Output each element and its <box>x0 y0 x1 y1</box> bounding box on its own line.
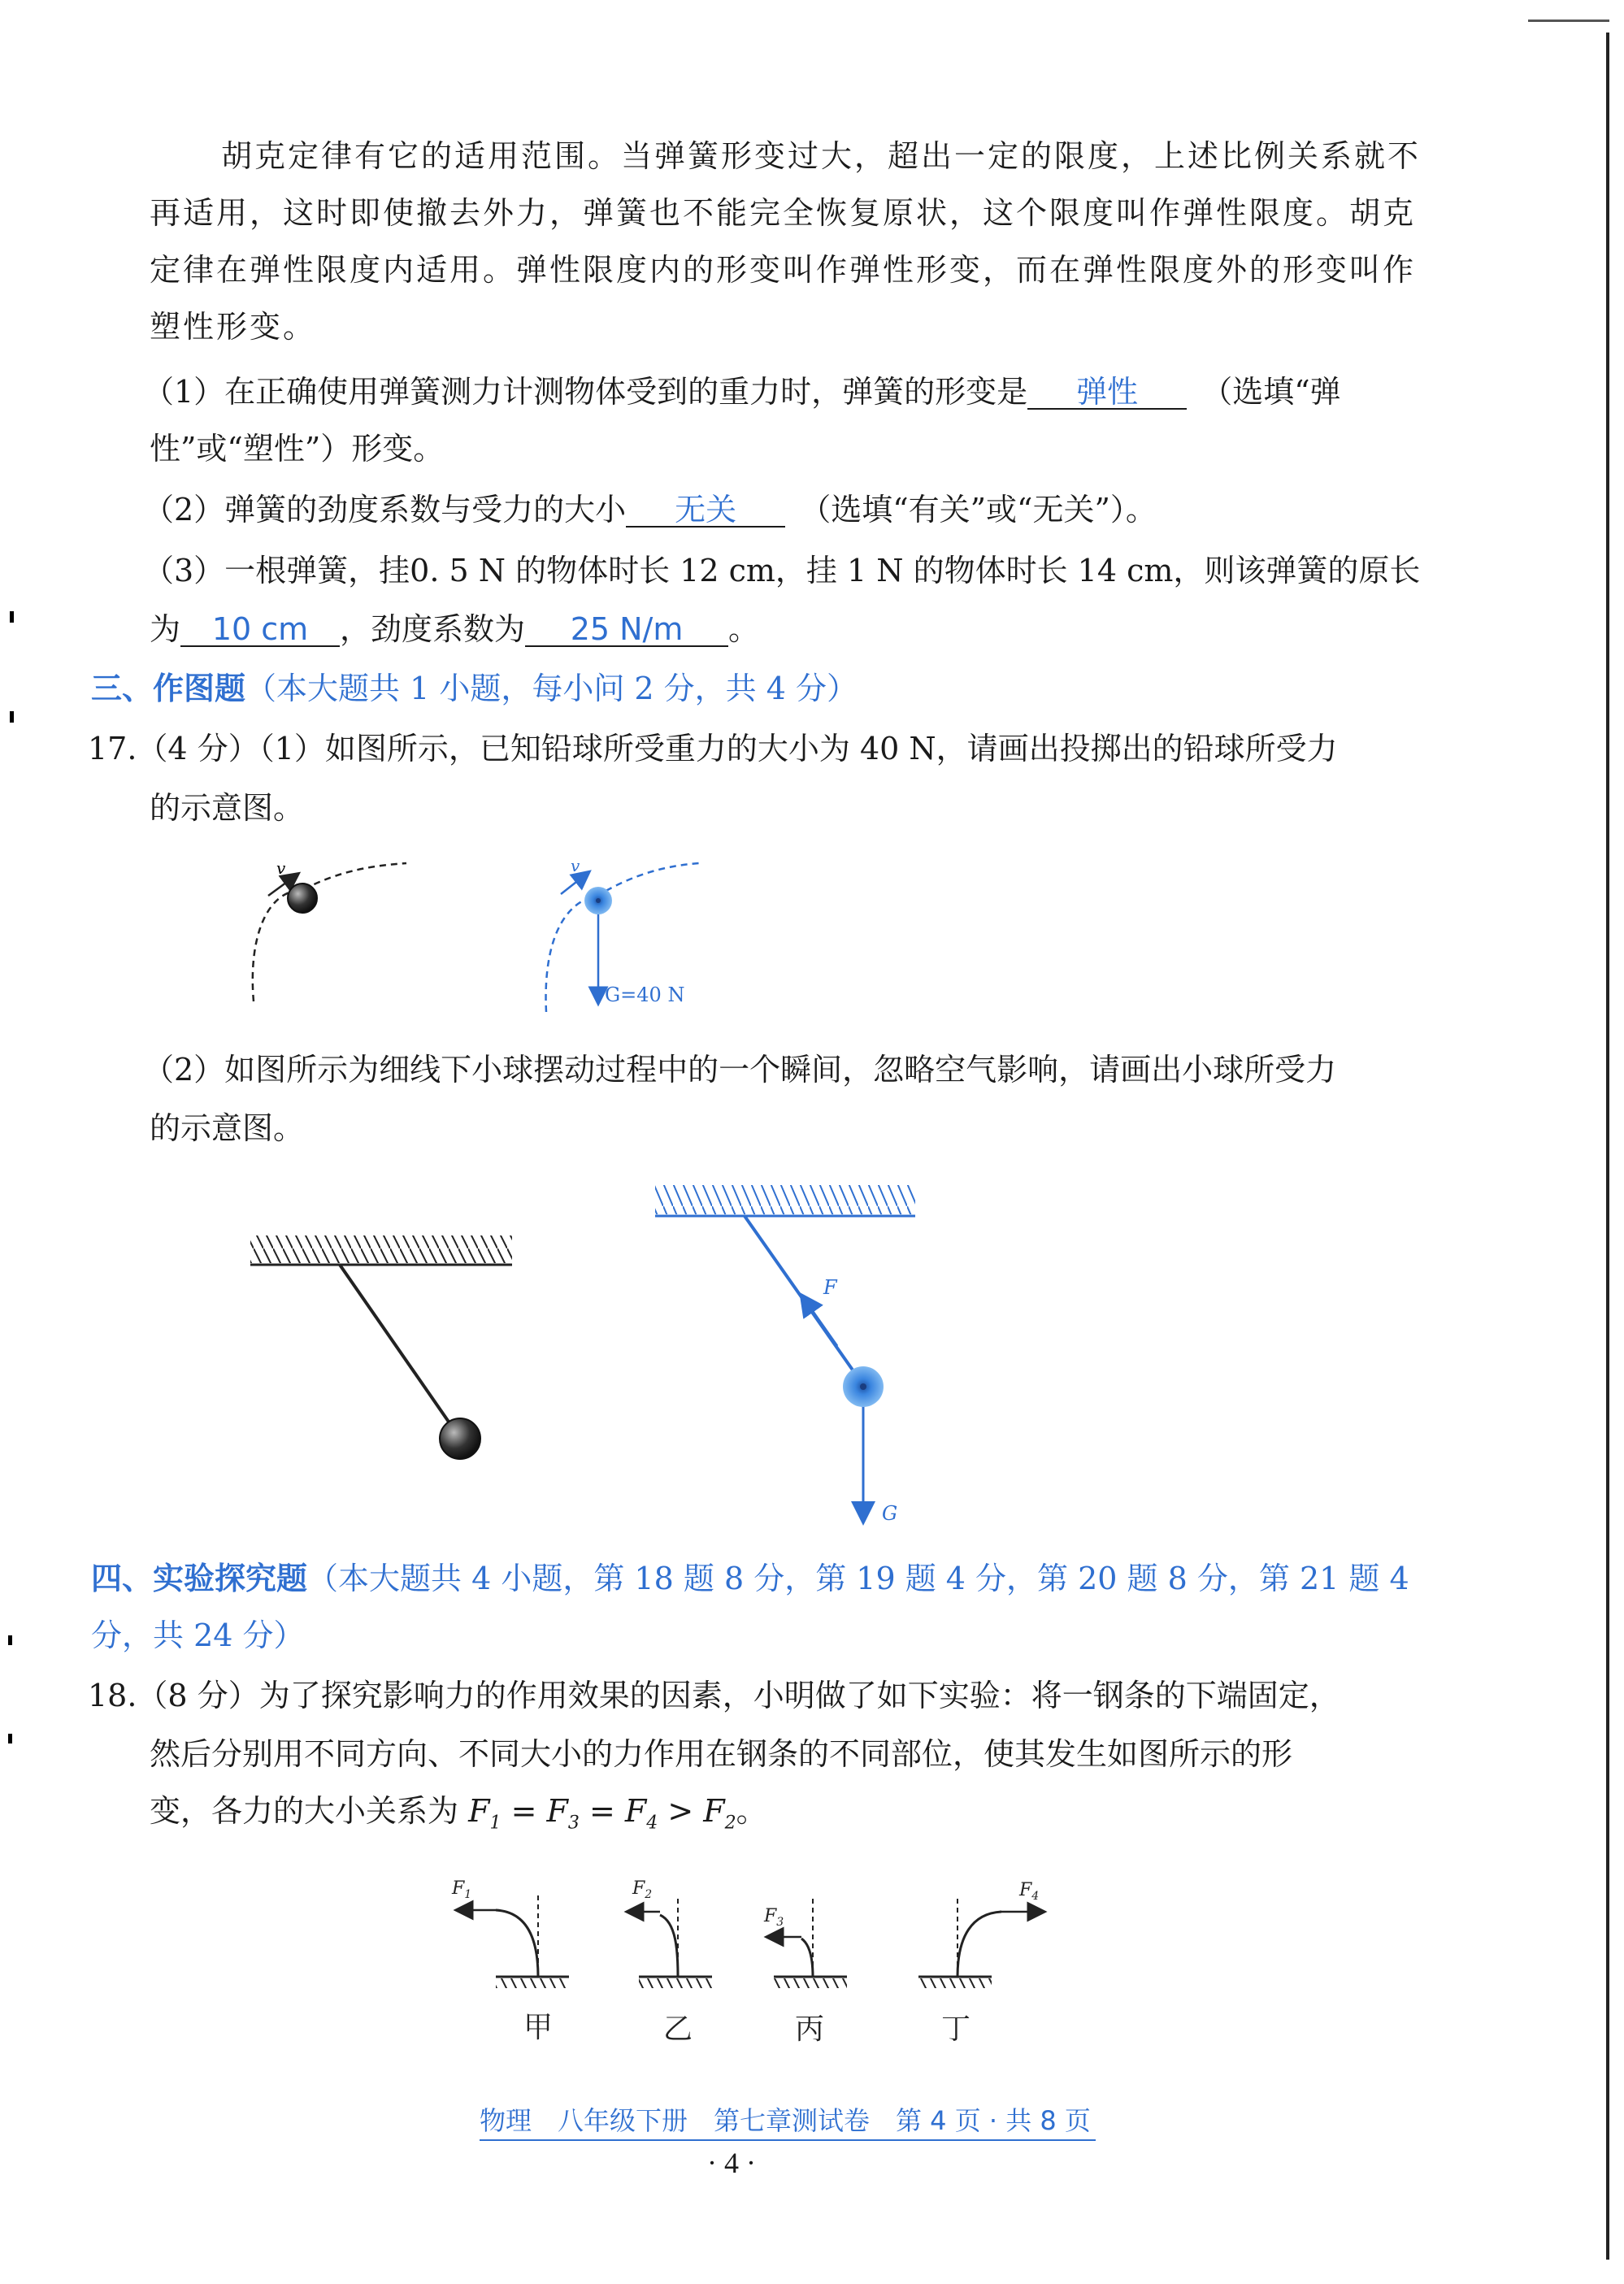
pendulum-ball <box>440 1418 480 1459</box>
section-3-title: 三、作图题 <box>91 671 246 706</box>
q16-part1-text: （1）在正确使用弹簧测力计测物体受到的重力时，弹簧的形变是 <box>143 374 1028 410</box>
f1-letter: F <box>452 1878 465 1899</box>
q16-part3-text: 为 <box>150 611 181 647</box>
passage-line-3: 定律在弹性限度内适用。弹性限度内的形变叫作弹性形变，而在弹性限度外的形变叫作 <box>150 252 1417 288</box>
footer-label: 物理 八年级下册 第七章测试卷 第 4 页 · 共 8 页 <box>480 2100 1096 2141</box>
strip-yi <box>632 1878 712 1988</box>
f4-letter: F <box>1019 1880 1032 1900</box>
f1-sub: 1 <box>464 1888 472 1901</box>
q18-line-1: 18.（8 分）为了探究影响力的作用效果的因素，小明做了如下实验：将一钢条的下端固定， <box>88 1678 1340 1713</box>
q16-answer-3: 10 cm <box>180 613 340 647</box>
q16-part3-end: 。 <box>728 611 760 647</box>
q16-part2-hint: （选填“有关”或“无关”）。 <box>800 492 1157 528</box>
q16-part2-text: （2）弹簧的劲度系数与受力的大小 <box>143 492 627 528</box>
f2-letter: F <box>632 1878 645 1899</box>
q18-line-3-text: 变，各力的大小关系为 <box>150 1793 459 1829</box>
section-4-note-cont: 分，共 24 分） <box>91 1617 305 1653</box>
passage-line-2: 再适用，这时即使撤去外力，弹簧也不能完全恢复原状，这个限度叫作弹性限度。胡克 <box>150 195 1417 231</box>
svg-text:F3 <box>763 1906 784 1929</box>
shotput-figure-answer <box>546 856 699 1012</box>
f4-sub: 4 <box>1031 1890 1040 1903</box>
f2-sub: 2 <box>645 1888 653 1901</box>
section-3-note: （本大题共 1 小题，每小问 2 分，共 4 分） <box>245 671 858 706</box>
svg-text:F2 <box>632 1878 652 1901</box>
strip-bing <box>763 1899 847 1988</box>
q17-line-1: 17.（4 分）（1）如图所示，已知铅球所受重力的大小为 40 N，请画出投掷出的铅球所受力 <box>88 731 1338 766</box>
pendulum-figure-original <box>250 1235 512 1459</box>
scan-mark-4 <box>8 1734 12 1743</box>
svg-text:F1 <box>451 1878 471 1901</box>
scan-edge-line <box>1606 33 1609 2260</box>
page-number: · 4 · <box>707 2147 756 2179</box>
caption-bing: 丙 <box>795 2013 825 2046</box>
steel-strip-figure <box>451 1878 1039 2046</box>
section-4-title: 四、实验探究题 <box>91 1561 308 1596</box>
q17-line-2: 的示意图。 <box>150 790 305 826</box>
pendulum-figure-answer <box>655 1185 915 1525</box>
q18-line-3: 变，各力的大小关系为 $F_1 = F_3 = F_4 > F_2$。 <box>150 1793 767 1834</box>
section-4-note: （本大题共 4 小题，第 18 题 8 分，第 19 题 4 分，第 20 题 8 分，第 21 题 4 <box>307 1561 1409 1596</box>
velocity-label: v <box>276 858 286 878</box>
scan-mark-1 <box>10 611 14 623</box>
scan-edge-top <box>1528 20 1609 22</box>
q16-answer-1: 弹性 <box>1027 376 1187 410</box>
q16-part3-mid: ，劲度系数为 <box>340 611 526 647</box>
q17-part2-line2: 的示意图。 <box>150 1110 305 1146</box>
q16-answer-4: 25 N/m <box>525 613 728 647</box>
f3-letter: F <box>764 1906 777 1926</box>
velocity-label-answer: v <box>571 856 580 875</box>
q16-part1-hint: （选填“弹 <box>1201 374 1341 410</box>
section-4-heading <box>91 1559 1409 1598</box>
q18-line-2: 然后分别用不同方向、不同大小的力作用在钢条的不同部位，使其发生如图所示的形 <box>150 1736 1293 1772</box>
svg-text:F4 <box>1018 1880 1039 1903</box>
q16-part1-cont: 性”或“塑性”）形变。 <box>150 431 445 467</box>
scan-mark-3 <box>8 1635 12 1645</box>
passage-line-4: 塑性形变。 <box>150 309 317 345</box>
q17-part2-line1: （2）如图所示为细线下小球摆动过程中的一个瞬间，忽略空气影响，请画出小球所受力 <box>143 1052 1337 1088</box>
force-relation: $F_1 = F_3 = F_4 > F_2$ <box>468 1793 736 1834</box>
strip-ding <box>918 1880 1039 1988</box>
passage-line-1: 胡克定律有它的适用范围。当弹簧形变过大，超出一定的限度，上述比例关系就不 <box>221 138 1422 174</box>
gravity-label: G=40 N <box>605 984 685 1006</box>
tension-label: F <box>823 1276 837 1299</box>
caption-yi: 乙 <box>663 2013 693 2046</box>
strip-jia <box>451 1878 569 1988</box>
gravity-label-2: G <box>882 1502 898 1525</box>
f3-sub: 3 <box>776 1916 784 1929</box>
shotput-figure-original <box>253 858 406 1001</box>
q16-answer-2: 无关 <box>626 493 785 528</box>
scan-mark-2 <box>10 711 14 723</box>
q16-part3-line1: （3）一根弹簧，挂0. 5 N 的物体时长 12 cm，挂 1 N 的物体时长 14 cm，则该弹簧的原长 <box>143 553 1421 588</box>
caption-ding: 丁 <box>941 2013 971 2046</box>
caption-jia: 甲 <box>523 2011 554 2044</box>
shotput-ball <box>288 884 317 913</box>
